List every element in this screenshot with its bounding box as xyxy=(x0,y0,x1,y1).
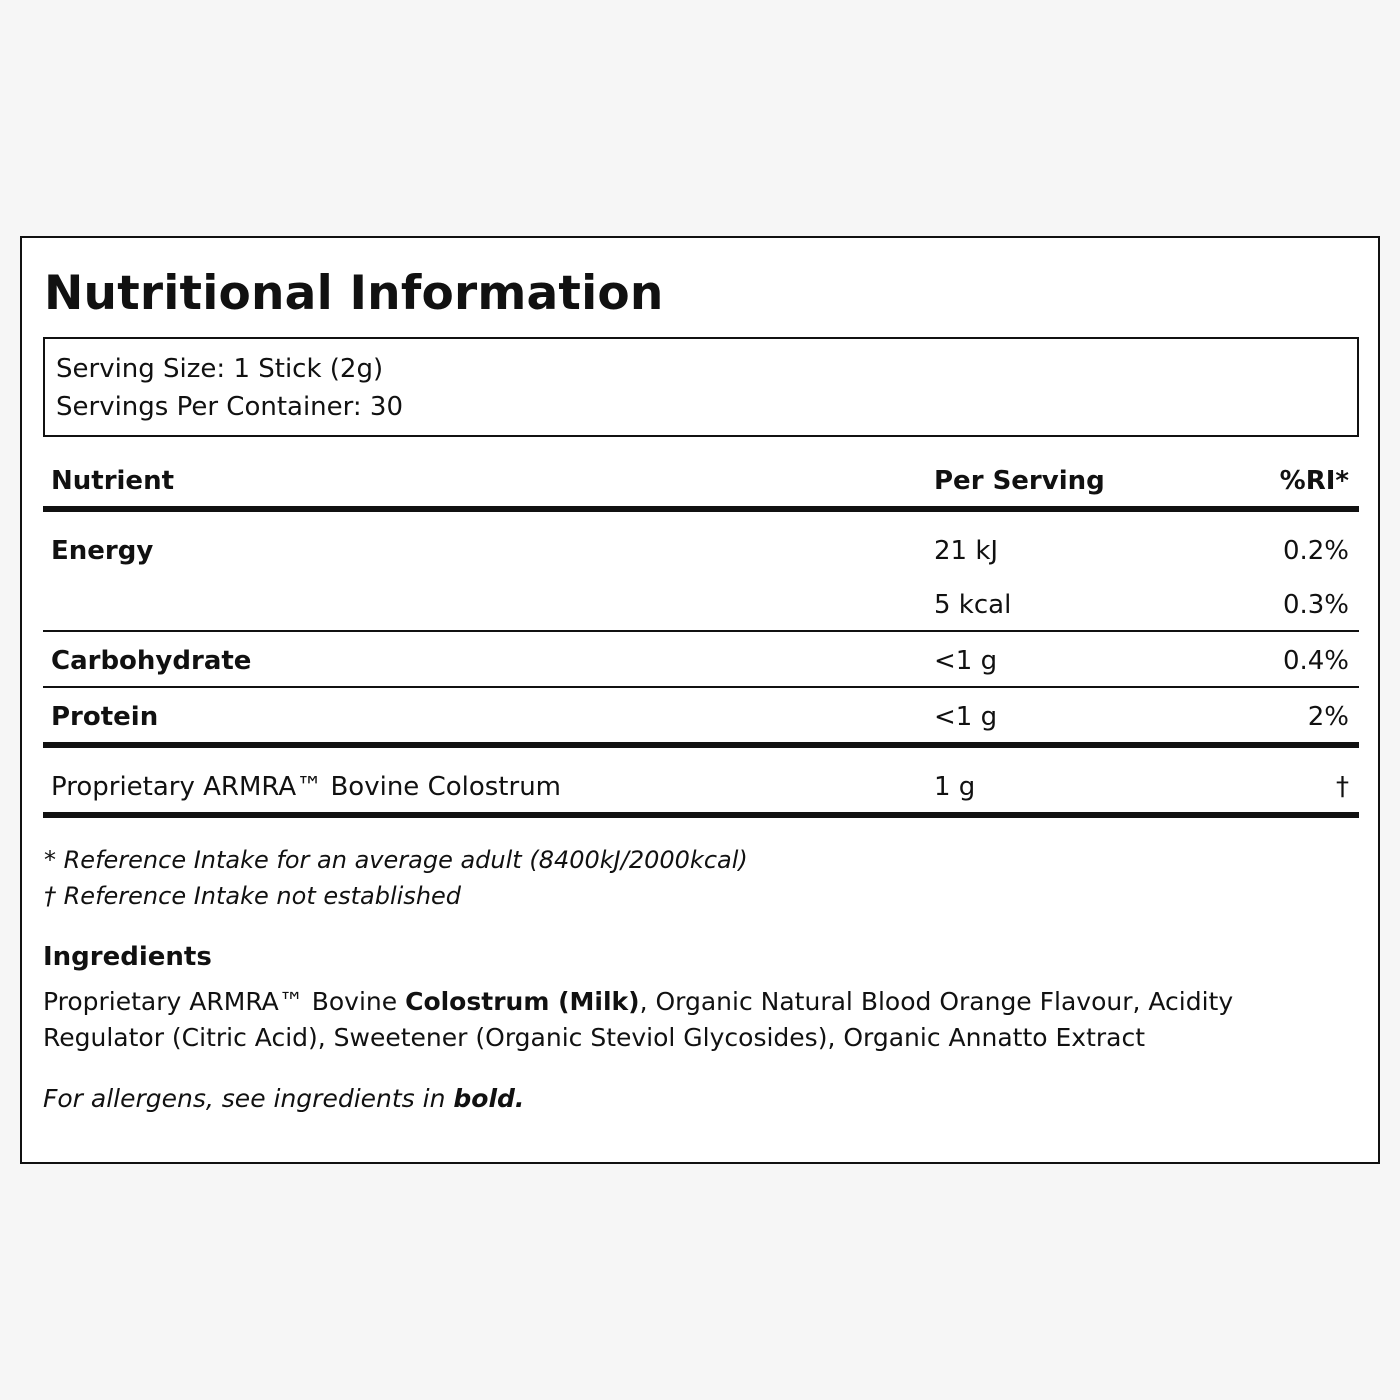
page-title: Nutritional Information xyxy=(44,266,664,321)
ingredients-heading: Ingredients xyxy=(43,942,212,972)
ingredients-text xyxy=(43,984,1353,1056)
section-divider xyxy=(43,742,1359,748)
allergen-note-text: For allergens, see ingredients in xyxy=(43,1084,454,1113)
row-energy-kj-value: 21 kJ xyxy=(934,536,999,566)
allergen-ingredient: Colostrum (Milk) xyxy=(405,987,640,1016)
row-protein-ri: 2% xyxy=(1307,702,1349,732)
header-divider xyxy=(43,506,1359,512)
row-energy-name: Energy xyxy=(51,536,154,566)
header-nutrient: Nutrient xyxy=(51,466,175,496)
row-energy-kcal-ri: 0.3% xyxy=(1282,590,1349,620)
allergen-note-bold: bold. xyxy=(453,1084,525,1113)
ingredients-part-2: , Organic Natural Blood Orange Flavour, Acidity Regulator (Citric Acid), Sweetener (Organic Steviol Glycosides), Organic Annatto Extract xyxy=(43,987,1234,1052)
serving-size: Serving Size: 1 Stick (2g) xyxy=(56,354,384,384)
row-colostrum-name: Proprietary ARMRA™ Bovine Colostrum xyxy=(51,772,561,802)
row-colostrum-ri: † xyxy=(1336,772,1349,802)
row-carbohydrate-value: <1 g xyxy=(934,646,998,676)
table-bottom-divider xyxy=(43,812,1359,818)
ingredients-part-1: Proprietary ARMRA™ Bovine xyxy=(43,987,406,1016)
row-carbohydrate-ri: 0.4% xyxy=(1282,646,1349,676)
nutrition-label xyxy=(20,236,1380,1164)
row-divider xyxy=(43,630,1359,632)
serving-info-box xyxy=(43,337,1359,437)
allergen-note xyxy=(43,1082,524,1116)
row-energy-kcal-value: 5 kcal xyxy=(934,590,1012,620)
servings-per-container: Servings Per Container: 30 xyxy=(56,392,404,422)
row-colostrum-value: 1 g xyxy=(934,772,976,802)
row-divider xyxy=(43,686,1359,688)
row-energy-kj-ri: 0.2% xyxy=(1282,536,1349,566)
row-protein-value: <1 g xyxy=(934,702,998,732)
header-ri: %RI* xyxy=(1279,466,1349,496)
row-protein-name: Protein xyxy=(51,702,159,732)
header-per-serving: Per Serving xyxy=(934,466,1105,496)
row-carbohydrate-name: Carbohydrate xyxy=(51,646,252,676)
footnote-reference-intake: * Reference Intake for an average adult (8400kJ/2000kcal) xyxy=(44,846,748,874)
footnote-not-established: † Reference Intake not established xyxy=(44,882,462,910)
